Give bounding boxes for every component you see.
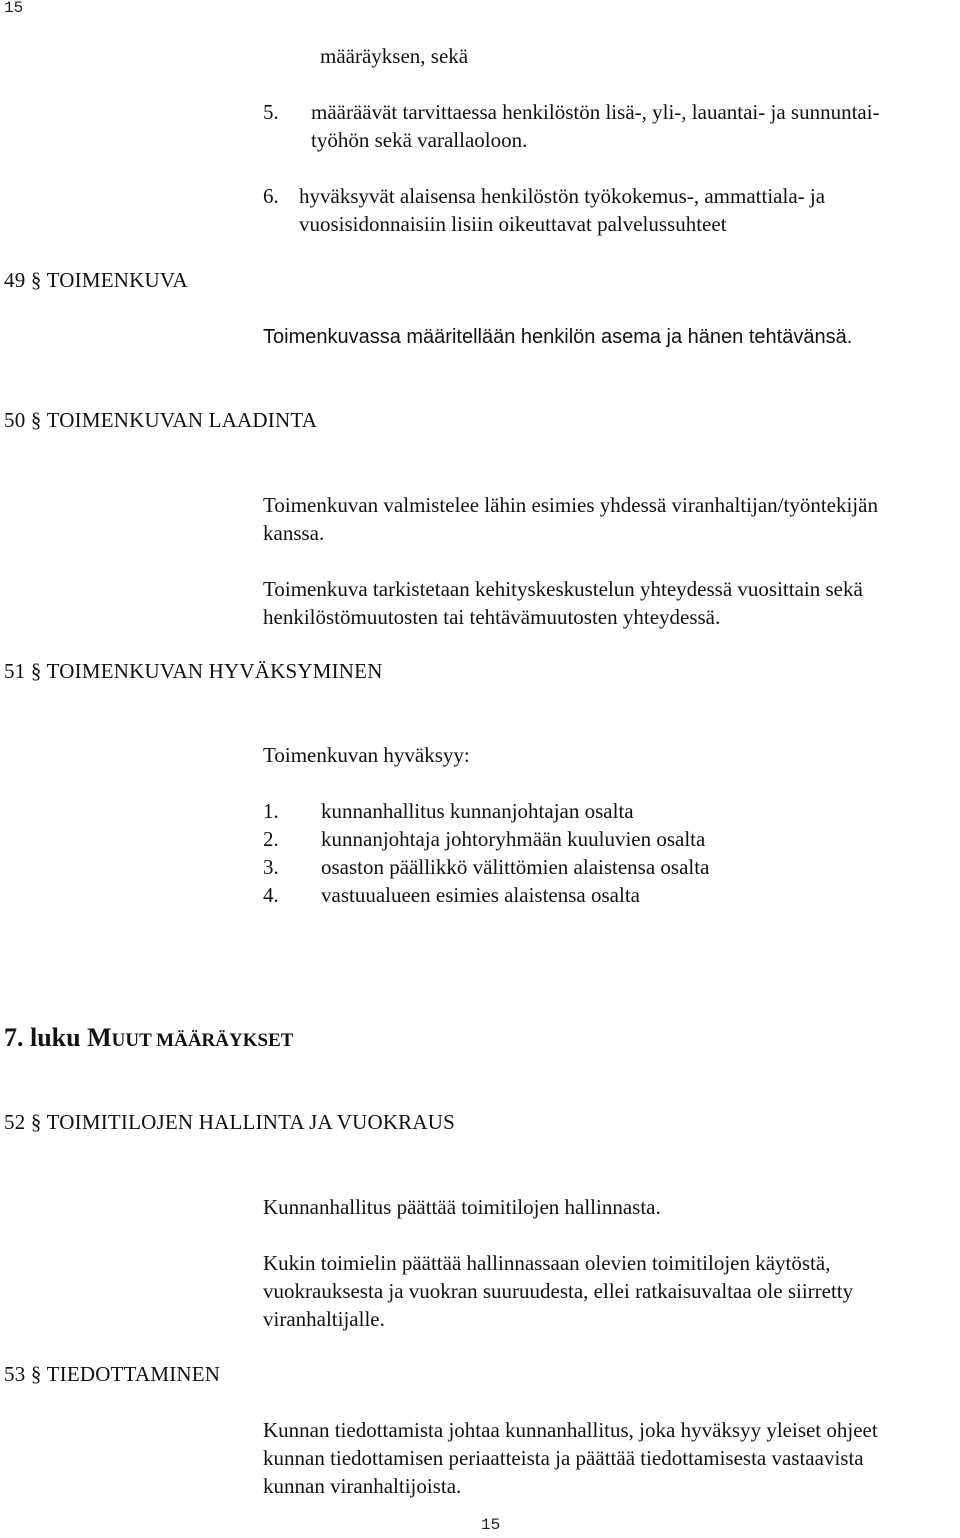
list-item-text: määräävät tarvittaessa henkilöstön lisä-, yli-, lauantai- ja sunnuntai-: [311, 100, 880, 124]
section-heading-49: 49 § TOIMENKUVA: [4, 268, 188, 292]
section-52-p1: Kunnanhallitus päättää toimitilojen hallinnasta.: [263, 1195, 661, 1219]
section-heading-50: 50 § TOIMENKUVAN LAADINTA: [4, 408, 318, 432]
list-item-number: 6.: [263, 184, 279, 208]
section-53-p1-line2: kunnan tiedottamisen periaatteista ja päättää tiedottamisesta vastaavista: [263, 1446, 864, 1470]
section-52-p2-line3: viranhaltijalle.: [263, 1307, 385, 1331]
chapter-heading: [4, 1022, 293, 1057]
list-item-number: 3.: [263, 855, 279, 879]
section-50-p2-line1: Toimenkuva tarkistetaan kehityskeskustelun yhteydessä vuosittain sekä: [263, 577, 863, 601]
section-53-p1-line3: kunnan viranhaltijoista.: [263, 1474, 462, 1498]
chapter-title-first-letter: M: [87, 1023, 112, 1052]
section-heading-51: 51 § TOIMENKUVAN HYVÄKSYMINEN: [4, 659, 383, 683]
list-item-text: osaston päällikkö välittömien alaistensa osalta: [321, 855, 710, 879]
section-52-p2-line2: vuokrauksesta ja vuokran suuruudesta, ellei ratkaisuvaltaa ole siirretty: [263, 1279, 854, 1303]
list-item-number: 5.: [263, 100, 279, 124]
section-50-p2-line2: henkilöstömuutosten tai tehtävämuutosten yhteydessä.: [263, 605, 721, 629]
list-item-5: [263, 98, 880, 126]
list-item-number: 2.: [263, 827, 279, 851]
page-number-bottom: 15: [481, 1516, 501, 1534]
list-item: [263, 825, 705, 853]
list-item-6-cont: vuosisidonnaisiin lisiin oikeuttavat palvelussuhteet: [299, 212, 727, 236]
list-item-number: 4.: [263, 883, 279, 907]
list-item: [263, 797, 634, 825]
intro-line-a: määräyksen, sekä: [320, 44, 469, 68]
section-53-p1-line1: Kunnan tiedottamista johtaa kunnanhallitus, joka hyväksyy yleiset ohjeet: [263, 1418, 878, 1442]
section-heading-53: 53 § TIEDOTTAMINEN: [4, 1362, 221, 1386]
list-item-5-cont: työhön sekä varallaoloon.: [311, 128, 528, 152]
section-heading-52: 52 § TOIMITILOJEN HALLINTA JA VUOKRAUS: [4, 1110, 455, 1134]
page-number-top: 15: [4, 0, 24, 17]
section-51-intro: Toimenkuvan hyväksyy:: [263, 743, 470, 767]
chapter-prefix: 7. luku: [4, 1023, 88, 1052]
list-item-text: kunnanhallitus kunnanjohtajan osalta: [321, 799, 634, 823]
list-item: [263, 881, 640, 909]
list-item-text: kunnanjohtaja johtoryhmään kuuluvien osalta: [321, 827, 706, 851]
list-item-6: [263, 182, 825, 210]
section-50-p1-line2: kanssa.: [263, 521, 325, 545]
chapter-title-rest: UUT MÄÄRÄYKSET: [111, 1030, 294, 1051]
list-item: [263, 853, 709, 881]
list-item-text: hyväksyvät alaisensa henkilöstön työkokemus-, ammattiala- ja: [299, 184, 826, 208]
section-50-p1-line1: Toimenkuvan valmistelee lähin esimies yhdessä viranhaltijan/työntekijän: [263, 493, 878, 517]
section-52-p2-line1: Kukin toimielin päättää hallinnassaan olevien toimitilojen käytöstä,: [263, 1251, 831, 1275]
list-item-number: 1.: [263, 799, 279, 823]
section-49-text: Toimenkuvassa määritellään henkilön asema ja hänen tehtävänsä.: [263, 326, 853, 348]
list-item-text: vastuualueen esimies alaistensa osalta: [321, 883, 640, 907]
